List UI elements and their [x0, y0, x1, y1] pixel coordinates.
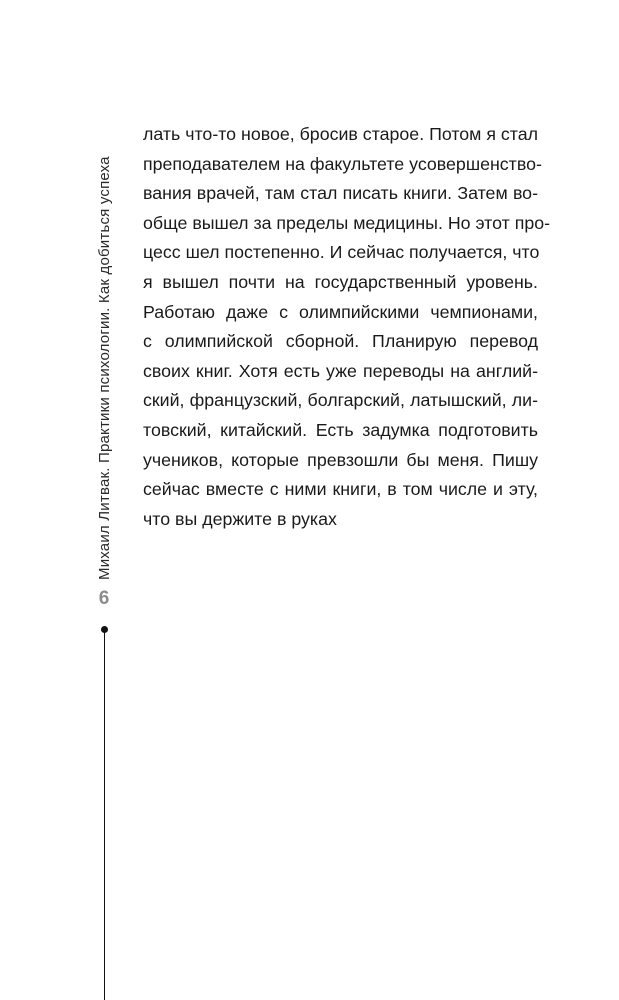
text-line: с олимпийской сборной. Планирую перевод: [143, 331, 538, 352]
running-head: Михаил Литвак. Практики психологии. Как добиться успеха: [96, 156, 113, 580]
text-line: учеников, которые превзошли бы меня. Пишу: [143, 449, 538, 470]
text-line: вания врачей, там стал писать книги. Затем во-: [143, 183, 538, 204]
margin-rule-line: [104, 630, 105, 1000]
text-line: что вы держите в руках: [143, 508, 337, 529]
text-line: Работаю даже с олимпийскими чемпионами,: [143, 301, 538, 322]
text-line: преподавателем на факультете усовершенство-: [143, 153, 542, 174]
text-line: сейчас вместе с ними книги, в том числе и эту,: [143, 479, 538, 500]
text-line: я вышел почти на государственный уровень.: [143, 271, 538, 292]
text-line: своих книг. Хотя есть уже переводы на англий-: [143, 360, 538, 381]
text-line: лать что-то новое, бросив старое. Потом я стал: [143, 124, 539, 144]
page-number: 6: [98, 588, 110, 609]
text-line: цесс шел постепенно. И сейчас получается, что: [143, 242, 540, 263]
body-paragraph: [143, 120, 551, 534]
text-line: обще вышел за пределы медицины. Но этот про-: [143, 212, 551, 233]
text-line: ский, французский, болгарский, латышский, ли-: [143, 390, 538, 411]
text-line: товский, китайский. Есть задумка подготовить: [143, 419, 538, 440]
